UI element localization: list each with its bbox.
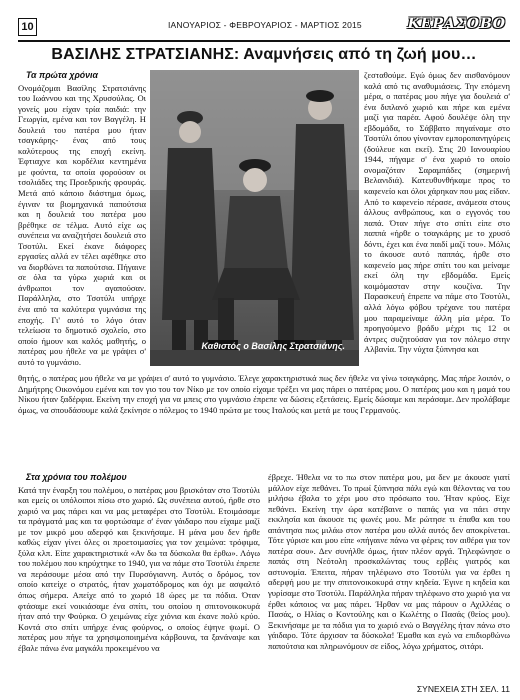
continuation-note: ΣΥΝΕΧΕΙΑ ΣΤΗ ΣΕΛ. 11 [416,684,510,694]
header-rule [18,40,510,42]
column-2-bottom-text: έβρεχε. Ήθελα να το πω στον πατέρα μου, μα δεν με άκουσε γιατί μάλλον είχε πεθάνει. Το πρωί ξύπνησα πάλι εγώ και θέλοντας να του μιλήσω έβαλα το χέρι μου στο πρόσωπο του. Ήταν κρύος. Είχε πεθάνει. Εκείνη την ώρα κατέβαινε ο παπάς για να πάει στην εκκλησία και άκουσε τις φωνές μου. Με ρώτησε τι έπαθα και του απάντησα πως μιλάω στον πατέρα μου αλλά αυτός δεν αποκρίνεται. Τότε γύρισε και μου είπε «πήγαινε πάνω να φέρεις τον αιθέρα για τον πατέρα σου». Δεν συνήλθε όμως, ήταν πλέον αργά. Τηλεφώνησε ο παπάς στη Νεότολη προσκαλώντας τους ερβέις γιατρός και αστυνομία. Έπειτα, πήραν τηλέφωνο στο Τσοτύλι για να έρθει η αδερφή μου με την σπιτονοικοκυρά στην κηδεία. Έγινε η κηδεία και γυρίσαμε στο Τσοτύλι. Παράλληλα πήραν τηλέφωνο στο χωριό για να έρθει κάποιος να μας πάρει. Ήρθαν να μας πάρουν ο Αχιλλέας ο Πασάς, ο Ηλίας ο Κοντούλης και ο Κωλέτης ο Πασάς (θείος μου). Ξεκινήσαμε με τα πόδια για το χωριό ενώ ο Βαγγέλης ήταν πάνω στο γάιδαρο. Τότε άρχισαν τα δύσκολα! Έμαθα και εγώ να επιδιορθώνω παπούτσια και πληρωνόμουν σε είδος, λόγω χρήματος, σιτάρι. [268,472,510,651]
page-number: 10 [18,18,37,36]
column-1-top [18,70,146,373]
page-header [18,16,510,38]
column-1-bottom [18,472,260,684]
column-3-top [364,70,510,373]
issue-date: ΙΑΝΟΥΑΡΙΟΣ - ΦΕΒΡΟΥΑΡΙΟΣ - ΜΑΡΤΙΟΣ 2015 [168,20,362,30]
column-1-bottom-text: Κατά την έναρξη του πολέμου, ο πατέρας μου βρισκόταν στο Τσοτύλι και εμείς οι υπόλοιποι πίσω στο χωριό. Ως συνέπεια αυτού, ήρθε στο χωριό να μας πάρει και να μας μεταφέρει στο Τσοτύλι. Ετοιμάσαμε τα πράγματά μας και τα φορτώσαμε σ' έναν γάιδαρο που είχαμε μαζί με τον μικρό μου αδερφό και ξεκινήσαμε. Η μάνα μου δεν ήρθε καθώς είχαν γίνει όλες οι προετοιμασίες για τον χειμώνα: τρόφιμα, ξύλα κλπ. Είπε χαρακτηριστικά «Αν δω τα δύσκολα θα έρθω». Λόγω του πολέμου που κηρύχτηκε το 1940, για να πάμε στο Τσοτύλι έπρεπε να περάσουμε μέσα από την Πυρσόγιαννη. Αυτός ο δρόμος, τον οποίο κατείχε ο στρατός, ήταν χωματόδρομος και όχι με ασφαλτό όπως σήμερα. Απείχε από το χωριό 18 ώρες με τα πόδια. Όταν φτάσαμε εκεί νοικιάσαμε ένα σπίτι, του οποίου η σπιτονοικοκυρά ήταν από την Φούρκα. Ο χειμώνας είχε χιόνια και έκανε πολύ κρύο. Κοντά στο σπίτι υπήρχε ένας φούρνος, ο οποίος έψηνε ψωμί. Ο πατέρας μου πήγε τα χρησιμοποιημένα κάρβουνα, τα ξανάναψε και έβαλε πάνω ένα μαγκάλι προκειμένου να [18,484,260,653]
column-1-text: Ονομάζομαι Βασίλης Στρατσιάνης του Ιωάννου και της Χρυσούλας. Οι γονείς μου είχαν τρία παιδιά: την Γεωργία, εμένα και τον Βαγγέλη. Η δουλειά του πατέρα μου ήταν τσαγκάρης- ένας από τους καλύτερους της εποχή εκείνη. Έφτιαχνε και κορδέλια κεντημένα με φούντα, τα οποία φορούσαν οι τσολιάδες της Προεδρικής φρουράς. Μετά από κάποιο διάστημα όμως, έγιναν τα βιομηχανικά παπούτσια και η δουλειά του πατέρα μου βρέθηκε σε τέλμα. Αυτό είχε ως συνέπεια να αναζητήσει δουλειά στο Τσοτύλι. Εκεί έκανε διάφορες εργασίες αλλά εν τέλει αφέθηκε στο να διορθώνει τα παπούτσια. Πήγαινε σε όλα τα γύρω χωριά και οι άνθρωποι τον αγαπούσαν. Παράλληλα, στο Τσοτύλι υπήρχε ένα από τα καλύτερα γυμνάσια της εποχής. Γι' αυτό το λόγο όταν τελείωσα το δημοτικό σχολείο, στο οποίο ήμουν και καλός μαθητής, ο πατέρας μου ήθελε να με γράψει σ' αυτό το γυμνάσιο. [18,82,146,367]
section-heading-early-years: Τα πρώτα χρόνια [26,70,98,80]
newspaper-masthead: ΚΕΡΑΣΟΒΟ [407,16,506,32]
column-3-text: ζεσταθούμε. Εγώ όμως δεν αισθανόμουν καλά από τις αναθυμιάσεις. Την επόμενη μέρα, ο πατέρας μου πήγε για δουλειά σ' ένα διπλανό χωριό και πήρε και εμένα μαζί για παρέα. Αφού δουλέψε όλη την εβδομάδα, το Σάββατο πηγαίναμε στο Τσοτύλι όπου γίνονταν εμποροπανηγύρεις (δούλευε και εκεί). Στις 20 Ιανουαρίου 1944, πήγαμε σ' ένα χωριό το οποίο ονομαζόταν Σαραμπάδες (σημερινή Βελανιδιά). Κατευθυνθήκαμε προς το καφενείο και όλοι χάρηκαν που μας είδαν. Από το καφενείο πέρασε, ανάμεσα στους άλλους ανθρώπους, και ο εγγονός του παπά. Όταν πήγε στο σπίτι είπε στο παππά «ήρθε ο τσαγκάρης με το χρυσό δόντι, έχει και ένα παιδί μαζί του». Μόλις το άκουσε αυτό παππάς, ήρθε στο καφενείο μας πήρε σπίτι του και μείναμε εκεί όλη την εβδομάδα. Εμείς κοιμόμασταν στην κουζίνα. Την Παρασκευή έπρεπε να πάμε στο Τσοτύλι, αλλά λόγω φόβου τρέχανε του πατέρα μου παραμείναμε άλλη μία μέρα. Το προηγούμενο βράδυ μέχρι τις 12 οι άντρες συζητούσαν για τον πόλεμο στην Αλβανία. Την νύχτα ξύπνησα και [364,70,510,355]
full-width-paragraph [18,373,510,469]
article-photo [150,70,359,366]
column-2-bottom [268,472,510,680]
full-width-text: θητής, ο πατέρας μου ήθελε να με γράψει σ' αυτό το γυμνάσιο. Έλεγε χαρακτηριστικά πως δεν ήθελε να γίνω τσαγκάρης. Μας πήρε λοιπόν, ο Δημήτρης Οικονόμου εμένα και τον γιο του τον Νίκο με τον οποίο είχαμε τρέξει να μας πάρει ο πατέρας μου. Ο πατέρας μου και η μαμά του Νίκου ήταν ξαδέρφια. Εκείνη την εποχή για να μπεις στο γυμνάσιο έπρεπε να δώσεις εξετάσεις. Εμείς δώσαμε και περάσαμε. Δεν προλάβαμε όμως, να σπουδάσουμε καλά ξεκίνησε ο πόλεμος το 1940 πρώτα με τους Ιταλούς και μετά με τους Γερμανούς. [18,373,510,415]
photo-caption: Καθιστός ο Βασίλης Στρατσιάνης. [201,341,345,351]
section-heading-war-years: Στα χρόνια του πολέμου [26,472,127,482]
article-title: ΒΑΣΙΛΗΣ ΣΤΡΑΤΣΙΑΝΗΣ: Αναμνήσεις από τη ζωή μου… [51,46,477,63]
three-soldiers-photo-icon [150,70,359,366]
